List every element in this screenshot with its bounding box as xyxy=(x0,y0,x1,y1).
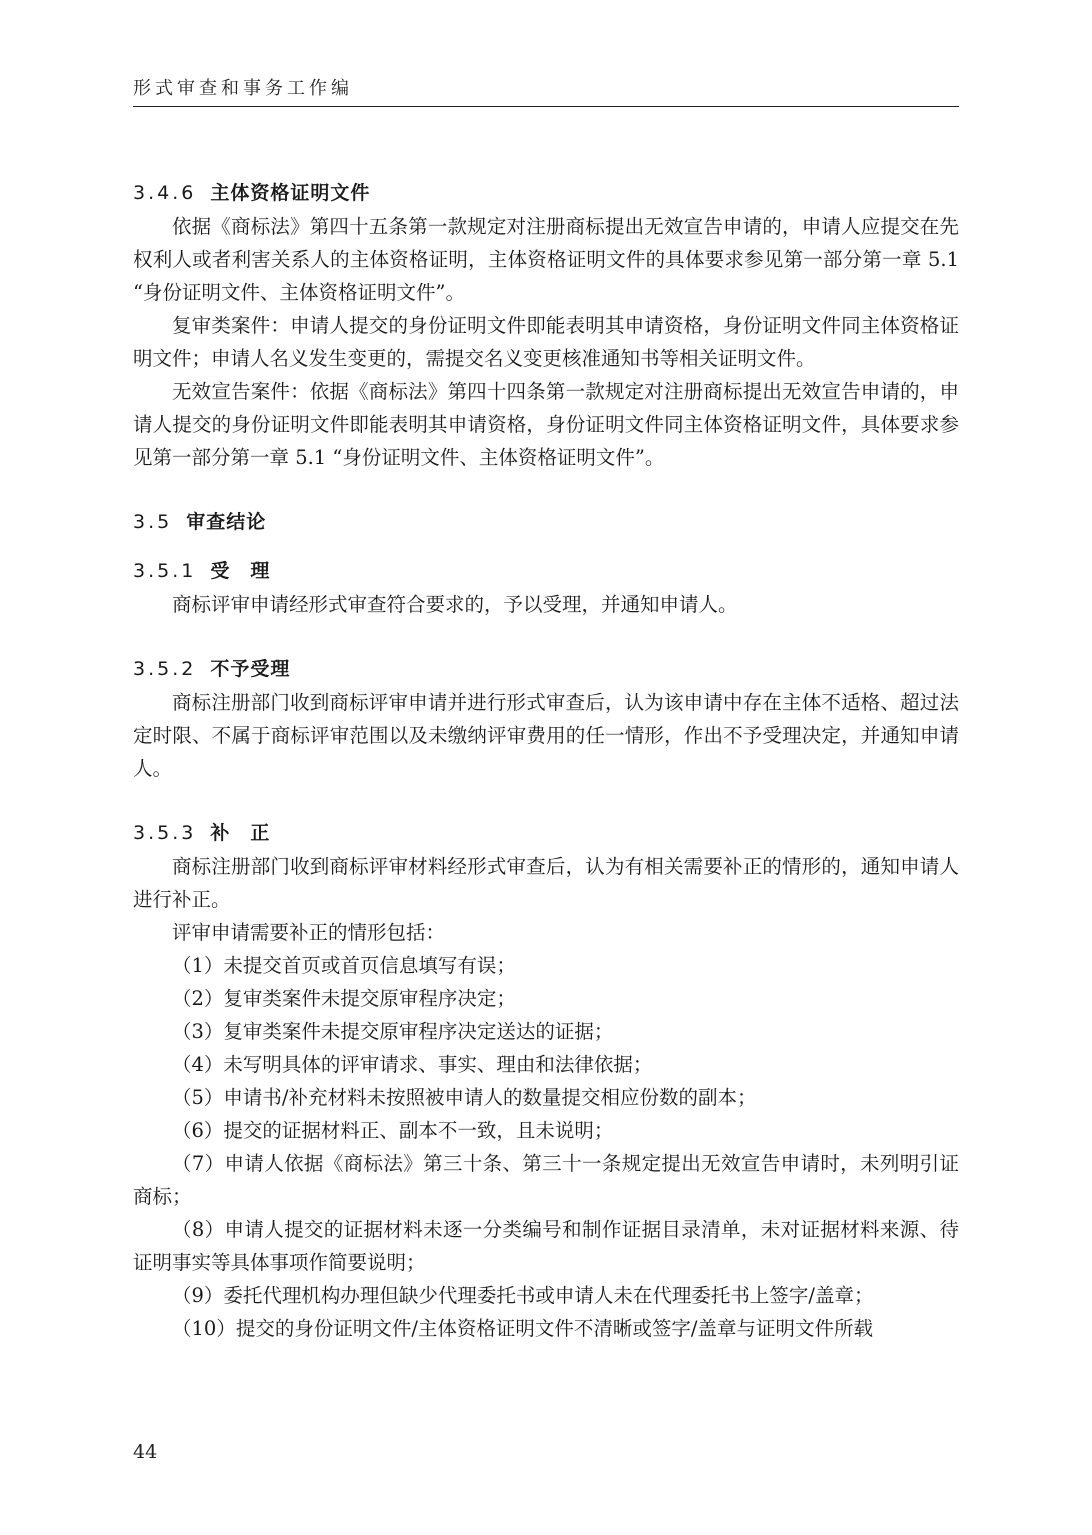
section-title: 主体资格证明文件 xyxy=(210,182,371,204)
section-number: 3.5.3 xyxy=(133,822,197,844)
paragraph: 评审申请需要补正的情形包括： xyxy=(172,921,446,944)
paragraph: 商标注册部门收到商标评审材料经形式审查后，认为有相关需要补正的情形的，通知申请人进行补正。 xyxy=(133,855,959,911)
list-item: （3）复审类案件未提交原审程序决定送达的证据； xyxy=(172,1020,614,1043)
body-content xyxy=(133,177,959,1345)
list-item: （6）提交的证据材料正、副本不一致，且未说明； xyxy=(172,1119,614,1142)
section-number: 3.5.1 xyxy=(133,560,197,582)
section-number: 3.5 xyxy=(133,511,173,533)
list-item: （10）提交的身份证明文件/主体资格证明文件不清晰或签字/盖章与证明文件所载 xyxy=(172,1317,873,1340)
paragraph: 无效宣告案件：依据《商标法》第四十四条第一款规定对注册商标提出无效宣告申请的，申请人提交的身份证明文件即能表明其申请资格，身份证明文件同主体资格证明文件，具体要求参见第一部分第一章 5.1 “身份证明文件、主体资格证明文件”。 xyxy=(133,380,959,469)
header-rule xyxy=(133,106,959,107)
section-heading xyxy=(133,653,959,686)
section-title: 审查结论 xyxy=(186,511,267,533)
section-title: 受 理 xyxy=(210,560,271,582)
list-item: （2）复审类案件未提交原审程序决定； xyxy=(172,987,516,1010)
section-number: 3.4.6 xyxy=(133,182,197,204)
paragraph: 依据《商标法》第四十五条第一款规定对注册商标提出无效宣告申请的，申请人应提交在先权利人或者利害关系人的主体资格证明，主体资格证明文件的具体要求参见第一部分第一章 5.1 “身份证明文件、主体资格证明文件”。 xyxy=(133,215,959,304)
list-item: （9）委托代理机构办理但缺少代理委托书或申请人未在代理委托书上签字/盖章； xyxy=(172,1284,874,1307)
section-number: 3.5.2 xyxy=(133,658,197,680)
paragraph: 商标注册部门收到商标评审申请并进行形式审查后，认为该申请中存在主体不适格、超过法定时限、不属于商标评审范围以及未缴纳评审费用的任一情形，作出不予受理决定，并通知申请人。 xyxy=(133,691,959,780)
running-title: 形式审查和事务工作编 xyxy=(133,78,353,99)
list-item: （7）申请人依据《商标法》第三十条、第三十一条规定提出无效宣告申请时，未列明引证商标； xyxy=(133,1152,959,1208)
paragraph: 复审类案件：申请人提交的身份证明文件即能表明其申请资格，身份证明文件同主体资格证明文件；申请人名义发生变更的，需提交名义变更核准通知书等相关证明文件。 xyxy=(133,314,959,370)
list-item: （1）未提交首页或首页信息填写有误； xyxy=(172,954,516,977)
section-title: 不予受理 xyxy=(210,658,291,680)
list-item: （8）申请人提交的证据材料未逐一分类编号和制作证据目录清单，未对证据材料来源、待证明事实等具体事项作简要说明； xyxy=(133,1218,959,1274)
section-heading xyxy=(133,506,959,539)
paragraph: 商标评审申请经形式审查符合要求的，予以受理，并通知申请人。 xyxy=(172,593,738,616)
section-heading xyxy=(133,555,959,588)
page-number: 44 xyxy=(133,1441,158,1463)
list-item: （5）申请书/补充材料未按照被申请人的数量提交相应份数的副本； xyxy=(172,1086,757,1109)
list-item: （4）未写明具体的评审请求、事实、理由和法律依据； xyxy=(172,1053,653,1076)
section-title: 补 正 xyxy=(210,822,271,844)
section-heading xyxy=(133,177,959,210)
section-heading xyxy=(133,817,959,850)
